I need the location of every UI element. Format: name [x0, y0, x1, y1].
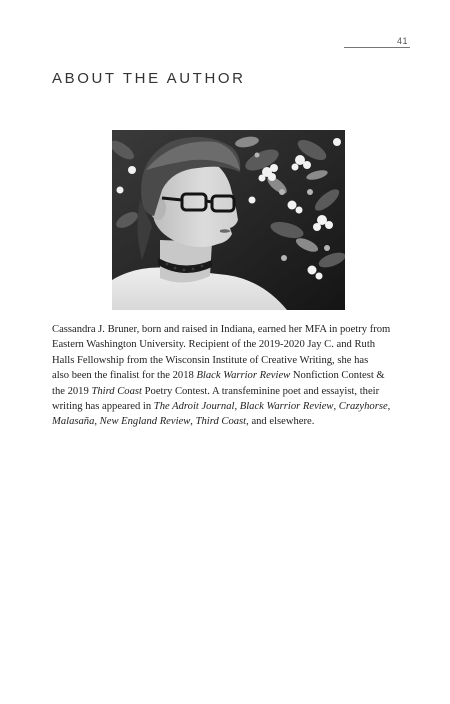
- bio-line: Cassandra J. Bruner, born and raised in Indiana, earned her MFA in poetry from: [52, 324, 391, 335]
- publication-title: New England Review: [99, 416, 191, 428]
- bio-separator: ,: [333, 401, 339, 413]
- bio-separator: ,: [387, 401, 391, 413]
- author-photo: [112, 130, 345, 310]
- publication-title: Third Coast: [195, 416, 247, 428]
- bio-text: also been the finalist for the 2018: [52, 370, 197, 382]
- bio-text: Nonfiction Contest &: [290, 370, 385, 382]
- publication-title: Black Warrior Review: [239, 401, 334, 413]
- publication-title: Malasaña: [52, 416, 95, 428]
- bio-text: the 2019: [52, 385, 92, 397]
- bio-text: writing has appeared in: [52, 401, 154, 413]
- bio-text: , and elsewhere.: [246, 416, 315, 428]
- header-rule: [344, 47, 410, 48]
- publication-title: Black Warrior Review: [196, 370, 291, 382]
- page-number: 41: [396, 36, 408, 46]
- author-bio: [52, 322, 412, 430]
- publication-title: Third Coast: [91, 385, 142, 397]
- bio-line: Eastern Washington University. Recipient of the 2019-2020 Jay C. and Ruth: [52, 339, 376, 351]
- publication-title: The Adroit Journal: [153, 401, 235, 413]
- bio-text: Poetry Contest. A transfeminine poet and essayist, their: [141, 385, 380, 397]
- section-title: ABOUT THE AUTHOR: [52, 70, 246, 87]
- publication-title: Crazyhorse: [338, 401, 388, 413]
- bio-line: Halls Fellowship from the Wisconsin Institute of Creative Writing, she has: [52, 354, 369, 366]
- bio-separator: ,: [190, 416, 196, 428]
- bio-separator: ,: [94, 416, 100, 428]
- bio-separator: ,: [234, 401, 240, 413]
